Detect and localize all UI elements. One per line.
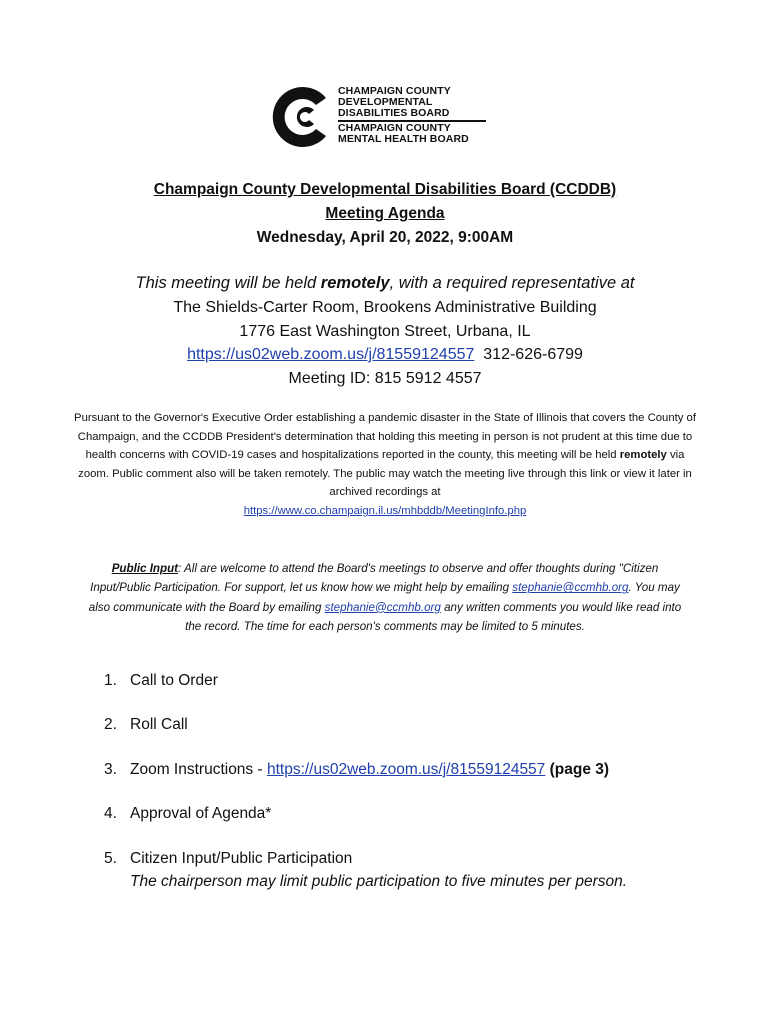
- remote-notice: [0, 274, 770, 293]
- page-reference: (page 3): [549, 761, 610, 778]
- pursuant-paragraph: [70, 409, 700, 521]
- logo-line: DEVELOPMENTAL: [338, 96, 433, 108]
- venue-address: 1776 East Washington Street, Urbana, IL: [239, 323, 531, 340]
- agenda-item: [104, 850, 352, 868]
- cc-logo-icon: [268, 84, 334, 150]
- public-input-text-3: any written comments you would like read into the record. The time for each person's comments may be limited to 5 minutes.: [185, 600, 682, 634]
- zoom-link[interactable]: https://us02web.zoom.us/j/81559124557: [187, 346, 475, 363]
- agenda-item-number: 1.: [104, 672, 117, 689]
- public-input-text: : All are welcome to attend the Board's meetings to observe and offer thoughts during "Citizen Input/Public Participation. For support, let us know how we might help by emailing: [90, 562, 659, 595]
- remote-suffix: , with a required representative at: [389, 274, 635, 292]
- agenda-item-label: Approval of Agenda*: [130, 805, 272, 822]
- pursuant-text: Pursuant to the Governor's Executive Order establishing a pandemic disaster in the State of Illinois that covers the County of Champaign, and the CCDDB President's determination that holding this meeting in person is not prudent at this time due to health concerns with COVID-19 cases and hospitalizations reported in the county, this meeting will be held: [74, 412, 696, 462]
- meeting-datetime: Wednesday, April 20, 2022, 9:00AM: [256, 229, 514, 246]
- logo-line: CHAMPAIGN COUNTY: [338, 121, 451, 134]
- zoom-line: [0, 346, 770, 364]
- pursuant-emphasis: remotely: [619, 449, 667, 462]
- agenda-item-note: The chairperson may limit public participation to five minutes per person.: [130, 873, 628, 890]
- public-input-text-2: . You may also communicate with the Board by emailing: [88, 581, 680, 614]
- remote-prefix: This meeting will be held: [135, 274, 317, 292]
- agenda-item: [104, 716, 188, 734]
- public-input-label: Public Input: [111, 562, 179, 575]
- archive-link[interactable]: https://www.co.champaign.il.us/mhbddb/MeetingInfo.php: [243, 504, 527, 517]
- logo-line: MENTAL HEALTH BOARD: [338, 132, 469, 145]
- agenda-item-number: 3.: [104, 761, 117, 778]
- document-subtitle: Meeting Agenda: [325, 205, 445, 222]
- logo-line: DISABILITIES BOARD: [338, 107, 450, 119]
- agenda-item: [104, 672, 218, 690]
- meeting-id: Meeting ID: 815 5912 4557: [288, 370, 482, 387]
- agenda-item-label: Citizen Input/Public Participation: [130, 850, 353, 867]
- agenda-item-label: Zoom Instructions -: [130, 761, 267, 778]
- remote-emphasis: remotely: [320, 274, 390, 292]
- email-link-2[interactable]: stephanie@ccmhb.org: [324, 600, 441, 614]
- agenda-item: [104, 805, 271, 823]
- email-link[interactable]: stephanie@ccmhb.org: [512, 581, 629, 595]
- agenda-item-label: Call to Order: [130, 672, 218, 689]
- zoom-instructions-link[interactable]: https://us02web.zoom.us/j/81559124557: [266, 761, 546, 778]
- logo-line: CHAMPAIGN COUNTY: [338, 85, 451, 97]
- organization-logo: [268, 82, 508, 156]
- venue-room: The Shields-Carter Room, Brookens Administrative Building: [173, 299, 597, 316]
- agenda-item-number: 4.: [104, 805, 117, 822]
- document-title: Champaign County Developmental Disabilities Board (CCDDB): [153, 181, 617, 198]
- phone-number: 312-626-6799: [483, 346, 583, 363]
- agenda-item-label: Roll Call: [130, 716, 188, 733]
- pursuant-text-2: via zoom. Public comment also will be taken remotely. The public may watch the meeting live through this link or view it later in archived recordings at: [78, 449, 692, 499]
- logo-text: [338, 86, 486, 145]
- public-input-paragraph: [86, 559, 684, 637]
- agenda-item: [104, 761, 609, 779]
- agenda-item-number: 5.: [104, 850, 117, 867]
- agenda-item-number: 2.: [104, 716, 117, 733]
